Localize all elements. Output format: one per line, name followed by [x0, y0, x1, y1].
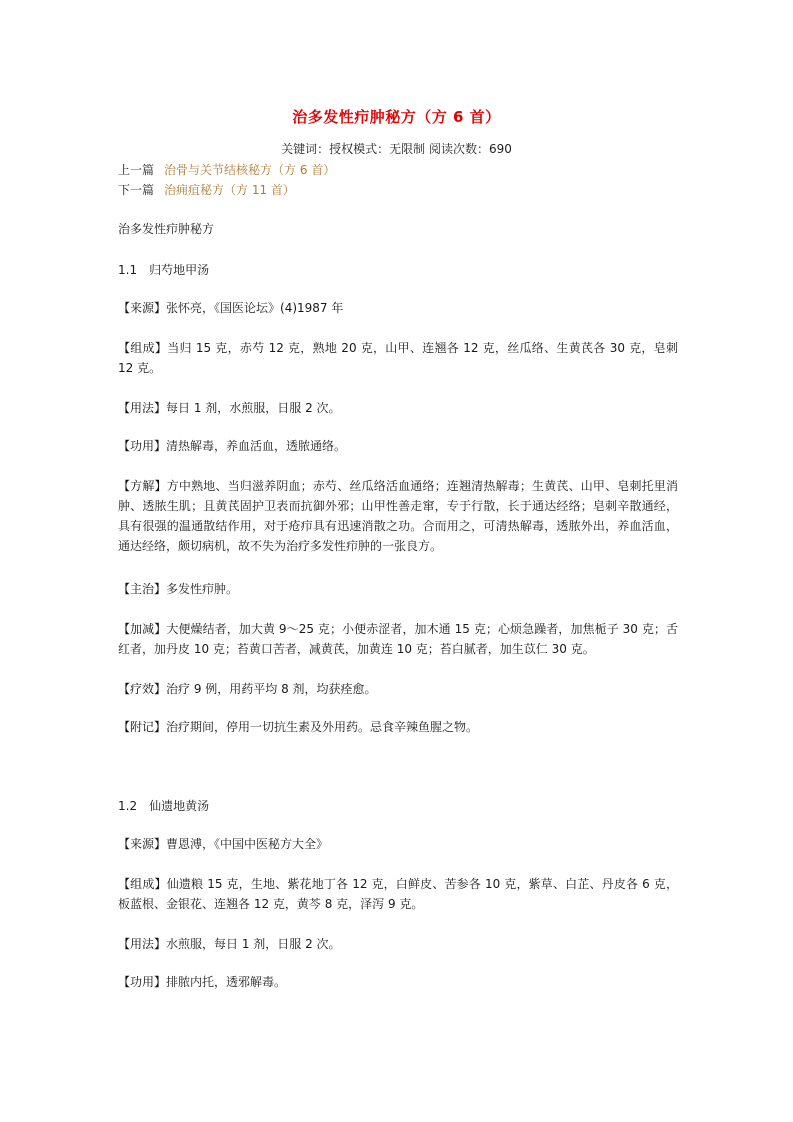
explanation-entry: [118, 476, 678, 556]
entry-text: 治疗期间，停用一切抗生素及外用药。忌食辛辣鱼腥之物。: [166, 720, 479, 734]
entry-text: 张怀亮，《国医论坛》(4)1987 年: [166, 301, 344, 315]
section-heading: 1.2 仙遗地黄汤: [118, 799, 210, 813]
function-entry: [118, 436, 678, 456]
entry-label: 【附记】: [118, 720, 167, 734]
entry-text: 曹恩溥，《中国中医秘方大全》: [166, 837, 329, 851]
indication-entry: [118, 579, 678, 599]
article-meta: 关键词：授权模式：无限制 阅读次数：690: [281, 142, 512, 156]
entry-label: 【来源】: [118, 301, 167, 315]
doc-heading: 治多发性疖肿秘方: [118, 222, 215, 236]
entry-label: 【方解】: [118, 479, 167, 493]
entry-text: 多发性疖肿。: [166, 582, 239, 596]
entry-text: 治疗 9 例，用药平均 8 剂，均获痊愈。: [166, 682, 377, 696]
entry-text: 清热解毒，养血活血，透脓通络。: [166, 439, 347, 453]
composition-entry: [118, 874, 678, 914]
entry-text: 水煎服，每日 1 剂，日服 2 次。: [166, 937, 341, 951]
entry-label: 【用法】: [118, 401, 167, 415]
source-entry: [118, 834, 678, 854]
entry-label: 【组成】: [118, 877, 167, 891]
modification-entry: [118, 619, 678, 659]
entry-text: 仙遗粮 15 克，生地、紫花地丁各 12 克，白鲜皮、苦参各 10 克，紫草、白芷、丹皮各 6 克，板蓝根、金银花、连翘各 12 克，黄芩 8 克，泽泻 9 克。: [118, 877, 678, 911]
composition-entry: [118, 338, 678, 378]
section-heading: 1.1 归芍地甲汤: [118, 263, 210, 277]
entry-label: 【用法】: [118, 937, 167, 951]
entry-label: 【疗效】: [118, 682, 167, 696]
entry-label: 【来源】: [118, 837, 167, 851]
entry-text: 大便燥结者，加大黄 9～25 克；小便赤涩者，加木通 15 克；心烦急躁者，加焦栀子 30 克；舌红者，加丹皮 10 克；苔黄口苦者，减黄芪，加黄连 10 克；苔白腻者，加生苡仁 30 克。: [118, 622, 678, 656]
entry-text: 方中熟地、当归滋养阴血；赤芍、丝瓜络活血通络；连翘清热解毒；生黄芪、山甲、皂刺托里消肿、透脓生肌；且黄芪固护卫表而抗御外邪；山甲性善走窜，专于行散，长于通达经络；皂刺辛散通经，具有很强的温通散结作用，对于疮疖具有迅速消散之功。合而用之，可清热解毒，透脓外出，养血活血，通达经络，颇切病机，故不失为治疗多发性疖肿的一张良方。: [118, 479, 678, 553]
entry-text: 当归 15 克，赤芍 12 克，熟地 20 克，山甲、连翘各 12 克，丝瓜络、生黄芪各 30 克，皂刺 12 克。: [118, 341, 678, 375]
usage-entry: [118, 934, 678, 954]
prev-article-row: [118, 161, 335, 178]
entry-text: 每日 1 剂，水煎服，日服 2 次。: [166, 401, 341, 415]
note-entry: [118, 717, 678, 737]
source-entry: [118, 298, 678, 318]
prev-label: 上一篇: [118, 163, 155, 177]
page-title: 治多发性疖肿秘方（方 6 首）: [292, 108, 501, 126]
function-entry: [118, 972, 678, 992]
entry-label: 【功用】: [118, 975, 167, 989]
entry-label: 【加减】: [118, 622, 167, 636]
usage-entry: [118, 398, 678, 418]
entry-text: 排脓内托，透邪解毒。: [166, 975, 287, 989]
entry-label: 【主治】: [118, 582, 167, 596]
entry-label: 【功用】: [118, 439, 167, 453]
prev-article-link[interactable]: 治骨与关节结核秘方（方 6 首）: [164, 163, 336, 177]
next-article-link[interactable]: 治痈疽秘方（方 11 首）: [164, 183, 295, 197]
next-article-row: [118, 181, 295, 198]
entry-label: 【组成】: [118, 341, 168, 355]
efficacy-entry: [118, 679, 678, 699]
next-label: 下一篇: [118, 183, 155, 197]
